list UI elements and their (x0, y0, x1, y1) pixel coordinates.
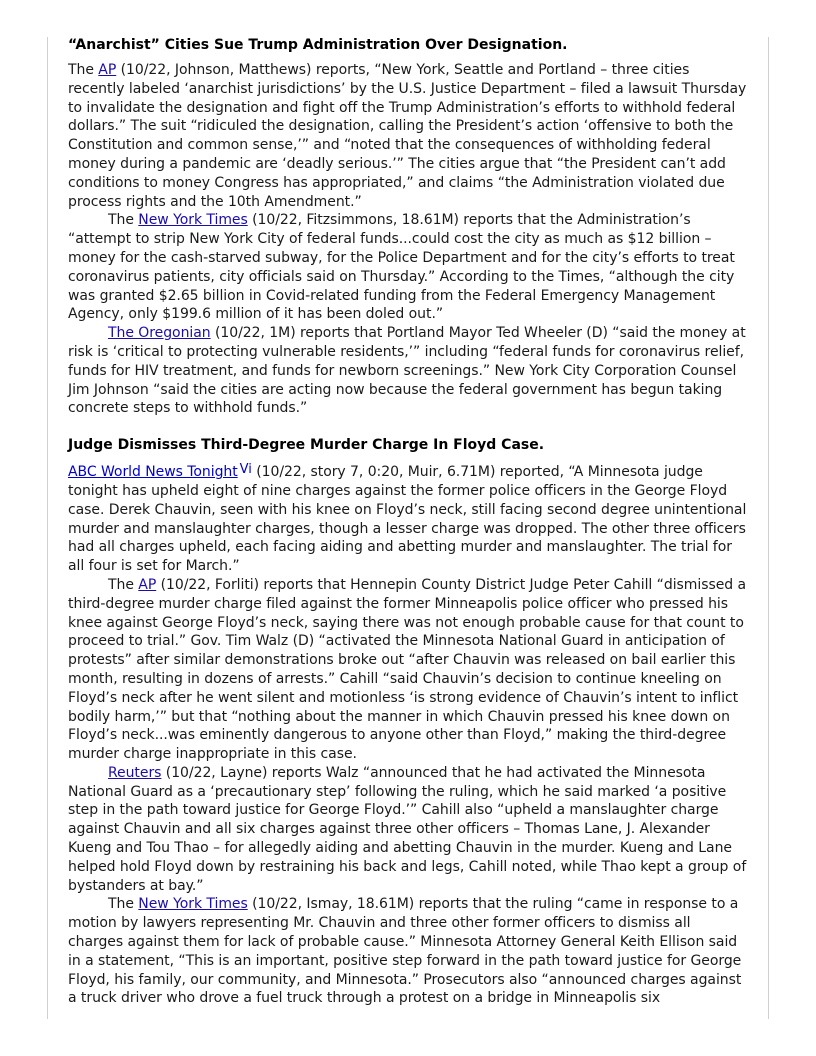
article-paragraph: Reuters (10/22, Layne) reports Walz “announced that he had activated the Minnesota National Guard as a ‘precautionary step’ following the ruling, which he said marked ‘a positive step in the path toward justice for George Floyd.’” Cahill also “upheld a manslaughter charge against Chauvin and all six charges against three other officers – Thomas Lane, J. Alexander Kueng and Tou Thao – for allegedly aiding and abetting Chauvin in the murder. Kueng and Lane helped hold Floyd down by restraining his back and legs, Cahill noted, while Thao kept a group of bystanders at bay.” (68, 764, 747, 894)
article-paragraph: The Oregonian (10/22, 1M) reports that Portland Mayor Ted Wheeler (D) “said the money at risk is ‘critical to protecting vulnerable residents,’” including “federal funds for coronavirus relief, funds for HIV treatment, and funds for newborn screenings.” New York City Corporation Counsel Jim Johnson “said the cities are acting now because the federal government has begun taking concrete steps to withhold funds.” (68, 325, 746, 417)
article-paragraph: The AP (10/22, Forliti) reports that Hennepin County District Judge Peter Cahill “dismissed a third-degree murder charge filed against the former Minneapolis police officer who pressed his knee against George Floyd’s neck, saying there was not enough probable cause for that count to proceed to trial.” Gov. Tim Walz (D) “activated the Minnesota National Guard in anticipation of protests” after similar demonstrations broke out “after Chauvin was released on bail earlier this month, resulting in dozens of arrests.” Cahill “said Chauvin’s decision to continue kneeling on Floyd’s neck after he went silent and motionless ‘is strong evidence of Chauvin’s intent to inflict bodily harm,’” but that “nothing about the manner in which Chauvin pressed his knee down on Floyd’s neck...was eminently dangerous to anyone other than Floyd,” making the third-degree murder charge inappropriate in this case. (68, 576, 747, 763)
source-link-reuters[interactable]: Reuters (108, 764, 162, 781)
right-margin-rule (768, 37, 769, 1019)
article-paragraph: The New York Times (10/22, Ismay, 18.61M) reports that the ruling “came in response to a motion by lawyers representing Mr. Chauvin and three other former officers to dismiss all charges against them for lack of probable cause.” Minnesota Attorney General Keith Ellison said in a statement, “This is an important, positive step forward in the path toward justice for George Floyd, his family, our community, and Minnesota.” Prosecutors also “announced charges against a truck driver who drove a fuel truck through a protest on a bridge in Minneapolis six (68, 896, 742, 1007)
source-link-new-york-times[interactable]: New York Times (138, 212, 248, 229)
article-paragraph: ABC World News Tonight Vi (10/22, story 7, 0:20, Muir, 6.71M) reported, “A Minnesota judge tonight has upheld eight of nine charges against the former police officers in the George Floyd case. Derek Chauvin, seen with his knee on Floyd’s neck, still facing second degree unintentional murder and manslaughter charges, though a lesser charge was dropped. The other three officers had all charges upheld, each facing aiding and abetting murder and manslaughter. The trial for all four is set for March.” (68, 462, 747, 575)
document-body (68, 36, 748, 1008)
video-icon[interactable]: Vi (239, 462, 252, 478)
source-link-ap[interactable]: AP (98, 62, 117, 78)
left-margin-rule (47, 37, 48, 1019)
article-headline: “Anarchist” Cities Sue Trump Administration Over Designation. (68, 37, 568, 53)
article-floyd-case (68, 436, 748, 1008)
article-paragraph: The New York Times (10/22, Fitzsimmons, 18.61M) reports that the Administration’s “attempt to strip New York City of federal funds...could cost the city as much as $12 billion – money for the cash-starved subway, for the Police Department and for the city’s efforts to treat coronavirus patients, city officials said on Thursday.” According to the Times, “although the city was granted $2.65 billion in Covid-related funding from the Federal Emergency Management Agency, only $199.6 million of it has been doled out.” (68, 212, 735, 323)
source-link-new-york-times[interactable]: New York Times (138, 896, 248, 913)
article-paragraph: The AP (10/22, Johnson, Matthews) reports, “New York, Seattle and Portland – three cities recently labeled ‘anarchist jurisdictions’ by the U.S. Justice Department – filed a lawsuit Thursday to invalidate the designation and fight off the Trump Administration’s efforts to withhold federal dollars.” The suit “ridiculed the designation, calling the President’s action ‘offensive to both the Constitution and common sense,’” and “noted that the consequences of withholding federal money during a pandemic are ‘deadly serious.’” The cities argue that “the President can’t add conditions to money Congress has appropriated,” and claims “the Administration violated due process rights and the 10th Amendment.” (68, 62, 747, 210)
source-link-oregonian[interactable]: The Oregonian (108, 325, 211, 342)
article-headline: Judge Dismisses Third-Degree Murder Charge In Floyd Case. (68, 437, 545, 454)
source-link-abc-world-news[interactable]: ABC World News Tonight (68, 464, 238, 481)
source-link-ap[interactable]: AP (138, 576, 157, 593)
article-anarchist-cities (68, 36, 748, 418)
